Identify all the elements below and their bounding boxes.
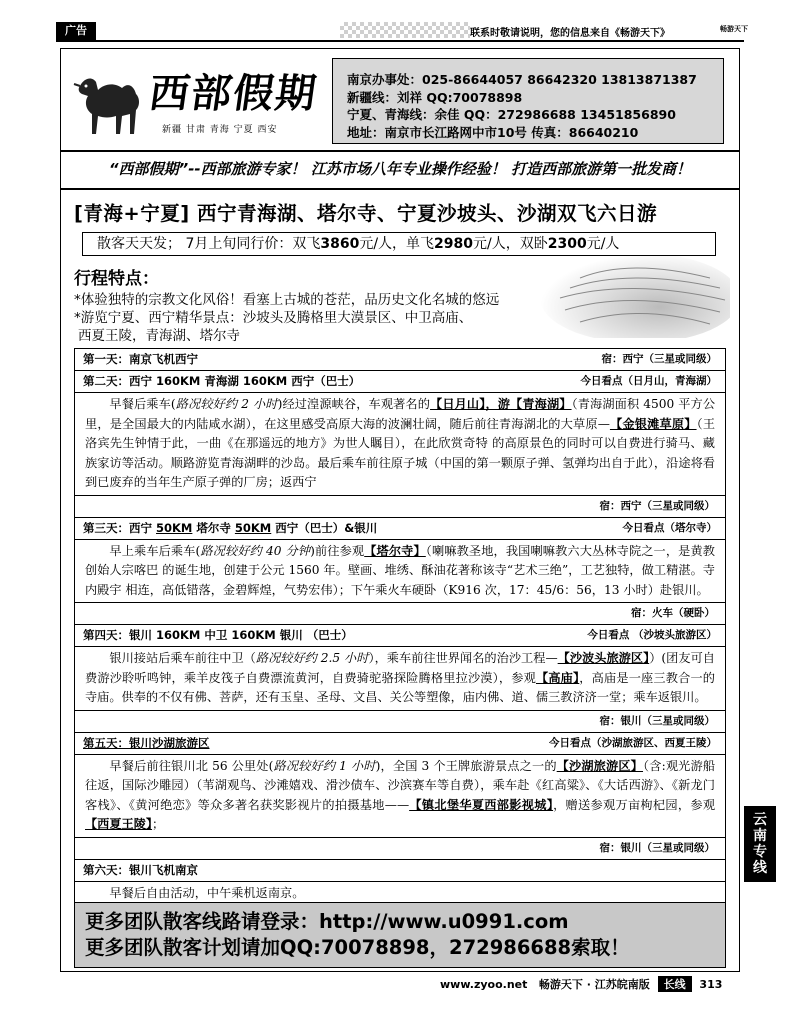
company-slogan: “西部假期”--西部旅游专家！ 江苏市场八年专业操作经验！ 打造西部旅游第一批发商！: [108, 160, 692, 178]
day3-highlights: 今日看点（塔尔寺）: [622, 521, 717, 534]
footer-tag: 长线: [658, 976, 692, 992]
footer-brand: 畅游天下 · 江苏皖南版: [538, 978, 650, 991]
feature-line: *体验独特的宗教文化风俗！看塞上古城的苍茫，品历史文化名城的悠远: [74, 292, 500, 308]
day4-title: 第四天：银川 160KM 中卫 160KM 银川 （巴士）: [83, 628, 353, 642]
day5-body: 早餐后前往银川北 56 公里处(路况较好约 1 小时)，全国 3 个王牌旅游景点之一的【沙湖旅游区】（含:观光游船往返，国际沙雕园）（苇湖观鸟、沙滩嬉戏、滑沙债车、沙滨赛车等自费），乘车赴《红高粱》、《大话西游》、《新龙门客栈》、《黄河绝恋》等众多著名获奖影视片的拍摄基地——【镇北堡华夏西部影视城】，赠送参观万亩枸杞园，参观【西夏王陵】；: [75, 755, 725, 838]
contact-xinjiang: 新疆线：刘祥 QQ:70078898: [347, 89, 523, 105]
footer-site: www.zyoo.net: [440, 978, 528, 991]
magazine-logo: 畅游天下: [720, 25, 748, 33]
day2-highlights: 今日看点（日月山，青海湖）: [580, 375, 717, 387]
contact-banner: [74, 902, 726, 968]
day3-stay: 宿：火车（硬卧）: [75, 603, 725, 625]
decor-checker: [340, 22, 470, 38]
tour-title: [青海+宁夏] 西宁青海湖、塔尔寺、宁夏沙坡头、沙湖双飞六日游: [74, 202, 657, 225]
price-text: 元/人，单飞: [359, 236, 435, 252]
contact-box: [332, 58, 724, 144]
page-number: 313: [699, 978, 723, 991]
header-rule: [60, 150, 740, 152]
day3-body: 早上乘车后乘车(路况较好约 40 分钟)前往参观【塔尔寺】（喇嘛教圣地，我国喇嘛教六大丛林寺院之一，是黄教创始人宗喀巴 的诞生地，创建于公元 1560 年。壁画、堆绣、酥油花著称该寺“艺术三绝”，工艺独特，做工精湛。寺内殿宇 相连，高低错落，金碧辉煌，气势宏伟）；下午乘火车硬卧（K916 次，17：45/6：56，13 小时）赴银川。: [75, 540, 725, 604]
price-fly-single: 2980: [434, 236, 474, 252]
day5-highlights: 今日看点（沙湖旅游区、西夏王陵）: [549, 736, 717, 749]
day5-title: 第五天：银川沙湖旅游区: [83, 735, 210, 750]
day2-header: [75, 371, 725, 393]
day4-body: 银川接站后乘车前往中卫（路况较好约 2.5 小时），乘车前往世界闻名的治沙工程—【沙波头旅游区】）(团友可自费游沙聆听鸣钟，乘羊皮筏子自费漂流黄河，自费骑驼骆探险腾格里拉沙漠），参观【高庙】，高庙是一座三教合一的寺庙。供奉的不仅有佛、菩萨，还有玉皇、圣母、文昌、关公等塑像，庙内佛、道、儒三教济济一堂；乘车返银川。: [75, 647, 725, 711]
section-tab: [744, 806, 776, 882]
price-train: 2300: [547, 236, 587, 252]
banner-website: 更多团队散客线路请登录：http://www.u0991.com: [85, 910, 569, 933]
features-title: 行程特点：: [74, 269, 159, 289]
price-text: 元/人: [586, 236, 620, 252]
top-bar: [0, 0, 800, 44]
day6-title: 第六天：银川飞机南京: [83, 862, 198, 877]
logo-subtitle: 新疆 甘肃 青海 宁夏 西安: [162, 125, 278, 135]
page-footer: [440, 976, 722, 992]
ad-tag: 广告: [56, 22, 96, 40]
day1-header: [75, 349, 725, 371]
day2-title: 第二天：西宁 160KM 青海湖 160KM 西宁（巴士）: [83, 374, 361, 388]
day4-highlights: 今日看点 （沙坡头旅游区）: [587, 629, 717, 641]
feature-line: 西夏王陵，青海湖、塔尔寺: [78, 328, 240, 344]
camel-icon: [70, 64, 150, 140]
feature-line: *游览宁夏、西宁精华景点：沙坡头及腾格里大漠景区、中卫高庙、: [74, 310, 473, 326]
day4-stay: 宿：银川（三星或同级）: [75, 711, 725, 733]
day4-header: [75, 625, 725, 647]
top-slogan: 联系时敬请说明，您的信息来自《畅游天下》: [470, 28, 670, 39]
day5-stay: 宿：银川（三星或同级）: [75, 838, 725, 860]
company-logo: [70, 56, 320, 140]
day6-header: [75, 860, 725, 882]
slogan-rule: [60, 188, 740, 190]
day1-stay: 宿：西宁（三星或同级）: [601, 353, 717, 365]
price-text: 元/人，双卧: [473, 236, 548, 252]
day5-header: [75, 733, 725, 755]
day6-body: 早餐后自由活动，中午乘机返南京。: [109, 885, 305, 900]
price-fly-both: 3860: [320, 236, 360, 252]
banner-qq: 更多团队散客计划请加QQ:70078898，272986688索取！: [85, 936, 630, 959]
top-rule: [56, 40, 744, 42]
day1-title: 第一天：南京飞机西宁: [83, 352, 198, 366]
price-text: 散客天天发； 7月上旬同行价：双飞: [97, 236, 321, 252]
section-tab-label: 云南专线: [753, 812, 767, 876]
contact-address: 地址：南京市长江路网中市10号 传真：86640210: [347, 124, 639, 140]
contact-nanjing: 南京办事处：025-86644057 86642320 13813871387: [347, 72, 697, 87]
contact-ningxia: 宁夏、青海线：余佳 QQ：272986688 13451856890: [347, 107, 676, 122]
day2-stay: 宿：西宁（三星或同级）: [75, 496, 725, 518]
day3-header: 第三天：西宁 50KM 塔尔寺 50KM 西宁（巴士）&银川 今日看点（塔尔寺）: [75, 518, 725, 540]
price-box: [82, 232, 716, 256]
itinerary-table: [74, 348, 726, 906]
day2-body: 早餐后乘车(路况较好约 2 小时)经过湟源峡谷，车观著名的【日月山】，游【青海湖】（青海湖面积 4500 平方公里，是全国最大的内陆咸水湖），在这里感受高原大海的波澜壮阔，随后前往青海湖北的大草原—【金银滩草原】（王洛宾先生钟情于此，一曲《在那遥远的地方》为世人瞩目），在此欣赏奇特 的高原景色的同时可以自费进行骑马、藏族家访等活动。顺路游览青海湖畔的沙岛。最后乘车前往原子城（中国的第一颗原子弹、氢弹均出自于此），沿途将看到已废弃的当年生产原子弹的厂房；返西宁: [75, 393, 725, 496]
logo-text: 西部假期: [146, 70, 321, 117]
